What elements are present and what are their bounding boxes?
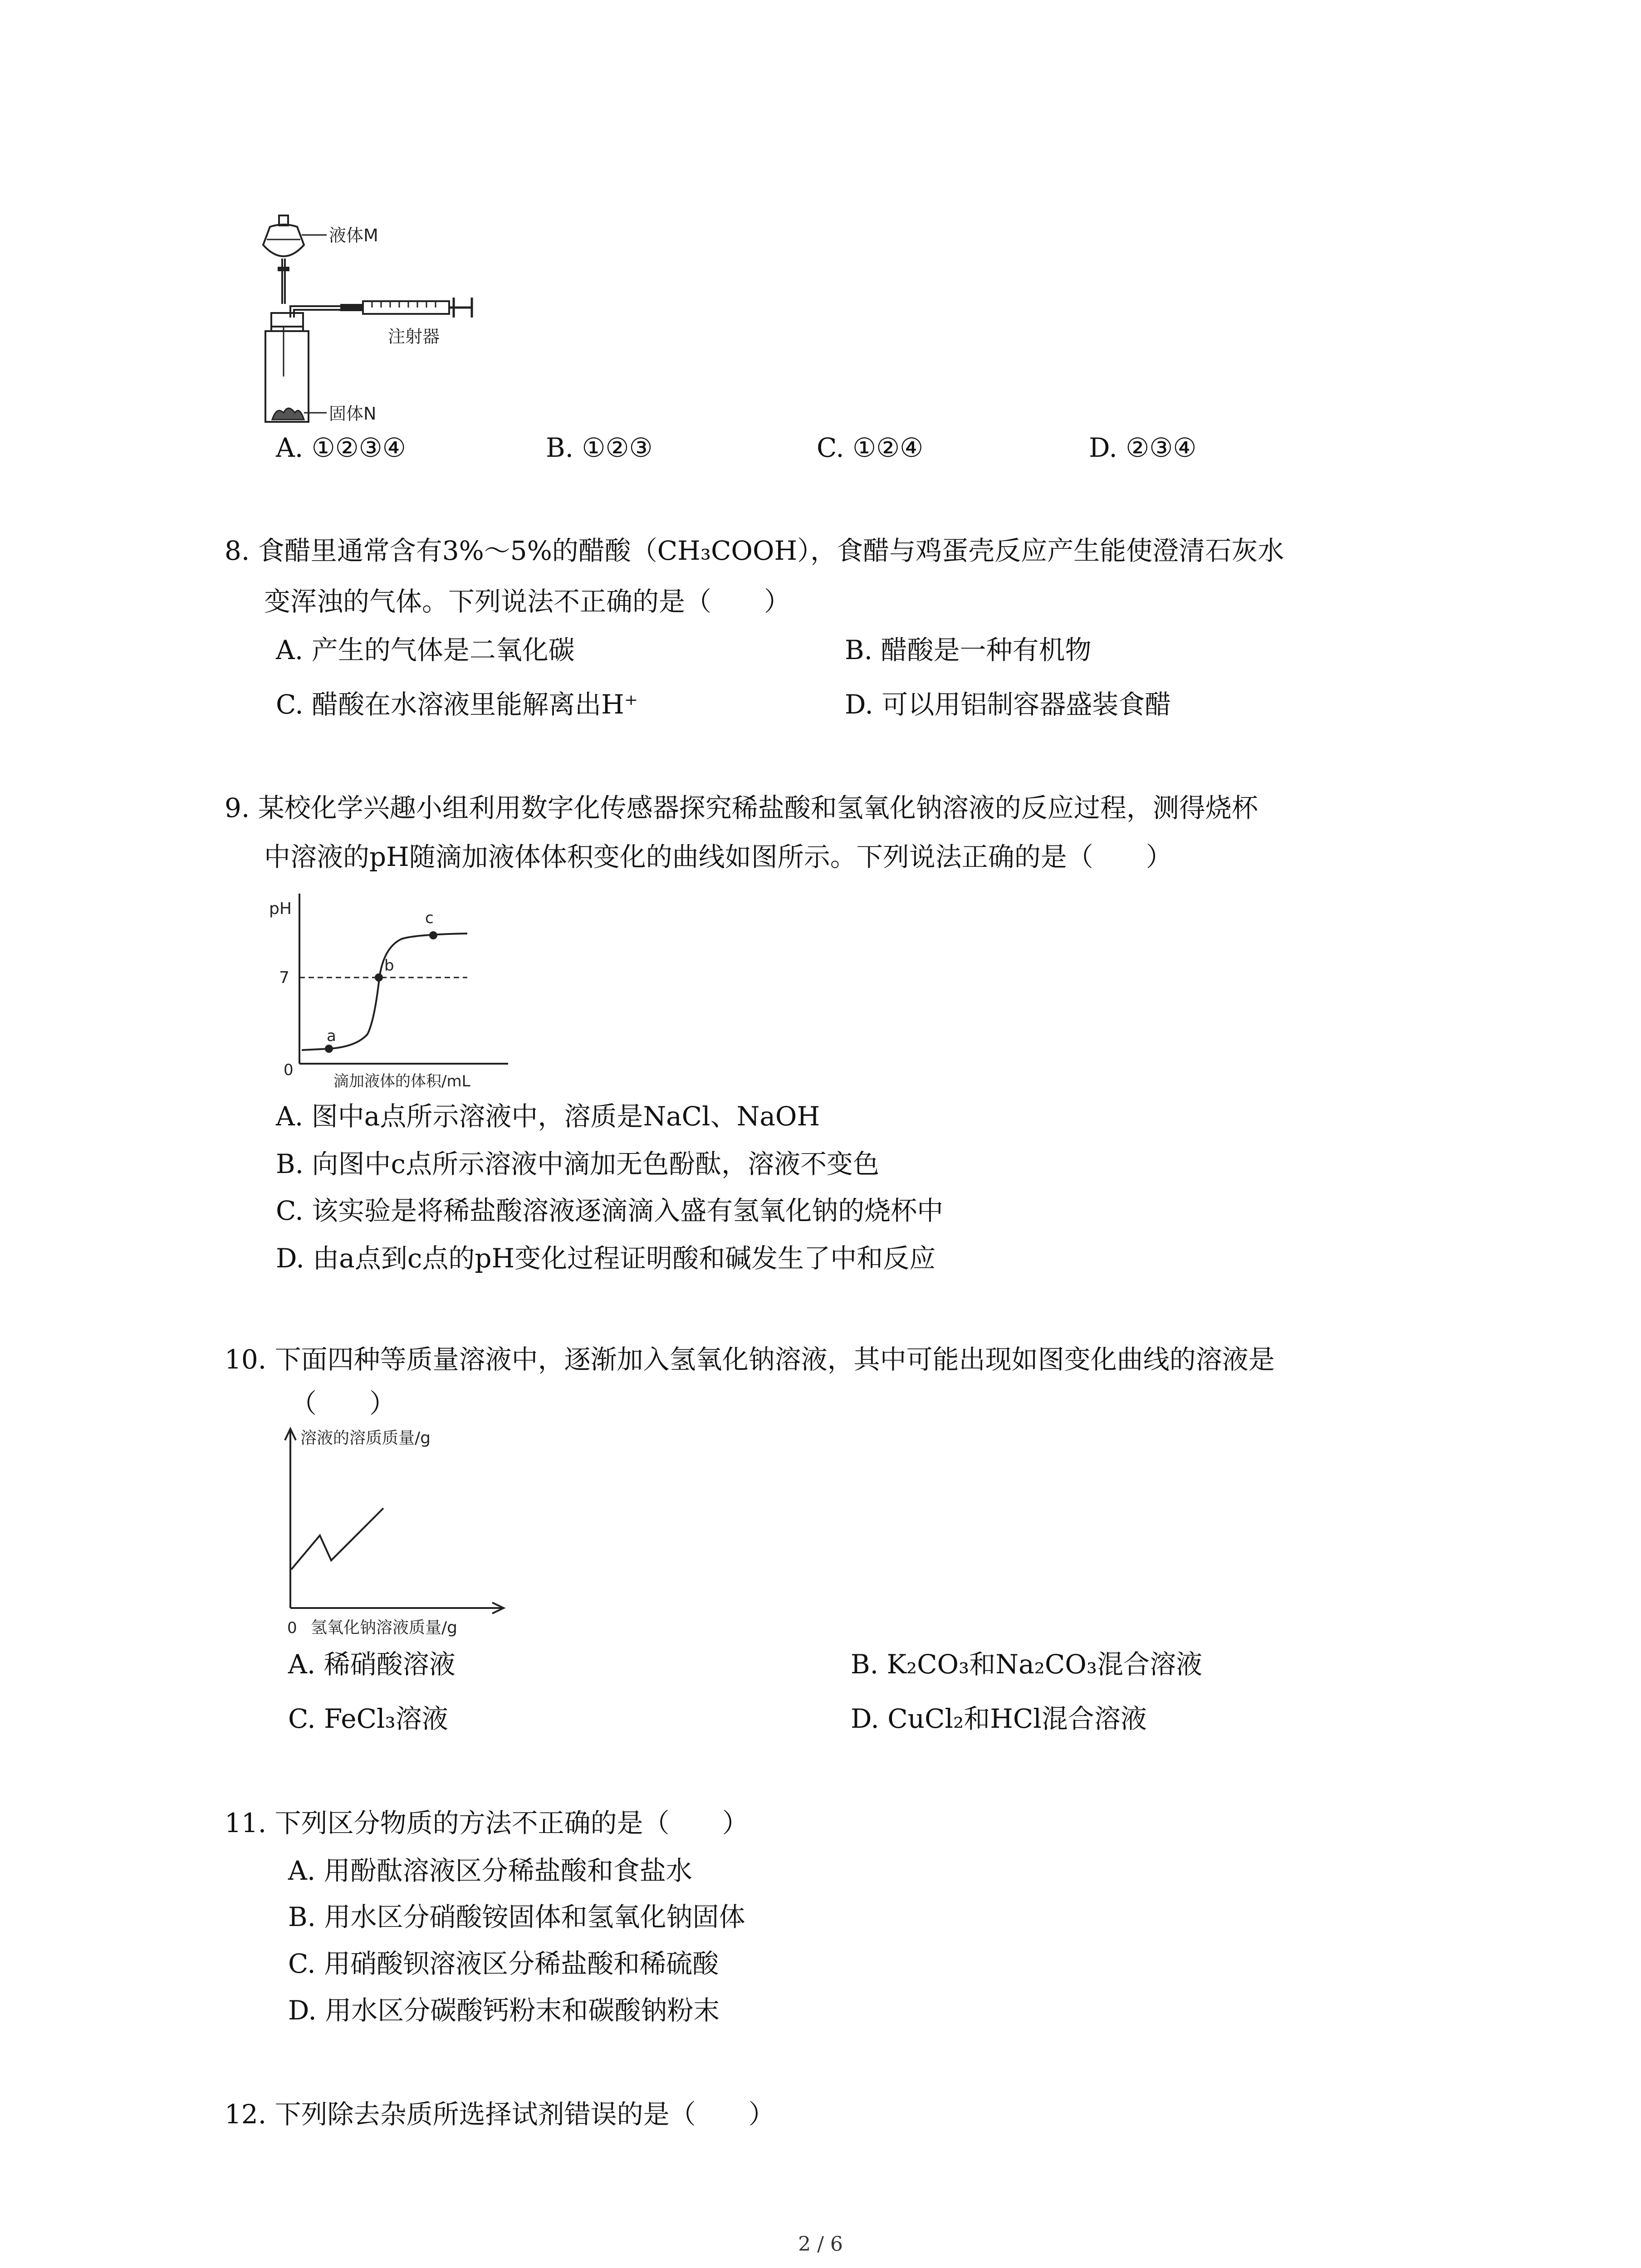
point-b-label: b: [384, 957, 394, 975]
q12-stem: 12. 下列除去杂质所选择试剂错误的是（ ）: [225, 2099, 775, 2130]
q10-stem-line1: 10. 下面四种等质量溶液中，逐渐加入氢氧化钠溶液，其中可能出现如图变化曲线的溶液是: [225, 1344, 1275, 1375]
q11-option-c: C. 用硝酸钡溶液区分稀盐酸和稀硫酸: [288, 1948, 719, 1979]
point-b: [375, 973, 383, 982]
q9-option-a: A. 图中a点所示溶液中，溶质是NaCl、NaOH: [276, 1101, 820, 1132]
q11-option-d: D. 用水区分碳酸钙粉末和碳酸钠粉末: [288, 1995, 720, 2026]
q11-stem: 11. 下列区分物质的方法不正确的是（ ）: [225, 1808, 749, 1838]
q10-option-b: B. K₂CO₃和Na₂CO₃混合溶液: [851, 1649, 1203, 1680]
q9-stem-line1: 9. 某校化学兴趣小组利用数字化传感器探究稀盐酸和氢氧化钠溶液的反应过程，测得烧杯: [225, 792, 1258, 823]
ph-axis-label: pH: [269, 899, 292, 918]
q8-stem-line2: 变浑浊的气体。下列说法不正确的是（ ）: [264, 586, 791, 617]
q10-stem-line2: （ ）: [290, 1388, 396, 1419]
origin-label: 0: [287, 1619, 297, 1637]
x-axis-label: 氢氧化钠溶液质量/g: [311, 1618, 457, 1637]
q8-option-c: C. 醋酸在水溶液里能解离出H⁺: [276, 689, 638, 720]
q9-option-b: B. 向图中c点所示溶液中滴加无色酚酞，溶液不变色: [276, 1149, 879, 1179]
y-axis-label: 溶液的溶质质量/g: [300, 1429, 431, 1447]
ph-curve-chart: [265, 885, 519, 1098]
q11-option-b: B. 用水区分硝酸铵固体和氢氧化钠固体: [288, 1901, 745, 1932]
solute-mass-chart: [272, 1424, 526, 1642]
q8-option-a: A. 产生的气体是二氧化碳: [276, 635, 575, 665]
point-a: [325, 1045, 333, 1053]
q9-option-c: C. 该实验是将稀盐酸溶液逐滴滴入盛有氢氧化钠的烧杯中: [276, 1195, 944, 1226]
q10-option-c: C. FeCl₃溶液: [288, 1703, 448, 1734]
y-tick-7: 7: [279, 968, 289, 987]
q8-option-d: D. 可以用铝制容器盛装食醋: [845, 689, 1171, 720]
q7-option-c: C. ①②④: [817, 432, 924, 463]
solid-n-label: 固体N: [329, 404, 377, 424]
q9-stem-line2: 中溶液的pH随滴加液体体积变化的曲线如图所示。下列说法正确的是（ ）: [264, 841, 1172, 872]
q10-option-d: D. CuCl₂和HCl混合溶液: [851, 1703, 1147, 1734]
origin-label: 0: [284, 1061, 294, 1079]
q11-option-a: A. 用酚酞溶液区分稀盐酸和食盐水: [288, 1855, 692, 1886]
x-axis-label: 滴加液体的体积/mL: [333, 1072, 470, 1090]
q9-option-d: D. 由a点到c点的pH变化过程证明酸和碱发生了中和反应: [276, 1243, 936, 1274]
syringe-label: 注射器: [388, 327, 440, 347]
q7-option-a: A. ①②③④: [276, 432, 406, 463]
q7-option-b: B. ①②③: [546, 432, 653, 463]
liquid-m-label: 液体M: [329, 225, 378, 245]
point-a-label: a: [327, 1027, 336, 1045]
point-c-label: c: [425, 909, 434, 927]
q7-option-d: D. ②③④: [1089, 432, 1197, 463]
apparatus-figure: [254, 213, 499, 431]
point-c: [429, 931, 437, 939]
q8-option-b: B. 醋酸是一种有机物: [845, 635, 1092, 665]
q8-stem-line1: 8. 食醋里通常含有3%～5%的醋酸（CH₃COOH），食醋与鸡蛋壳反应产生能使澄清石灰水: [225, 535, 1284, 566]
q10-option-a: A. 稀硝酸溶液: [288, 1649, 456, 1680]
page-number: 2 / 6: [798, 2233, 843, 2256]
